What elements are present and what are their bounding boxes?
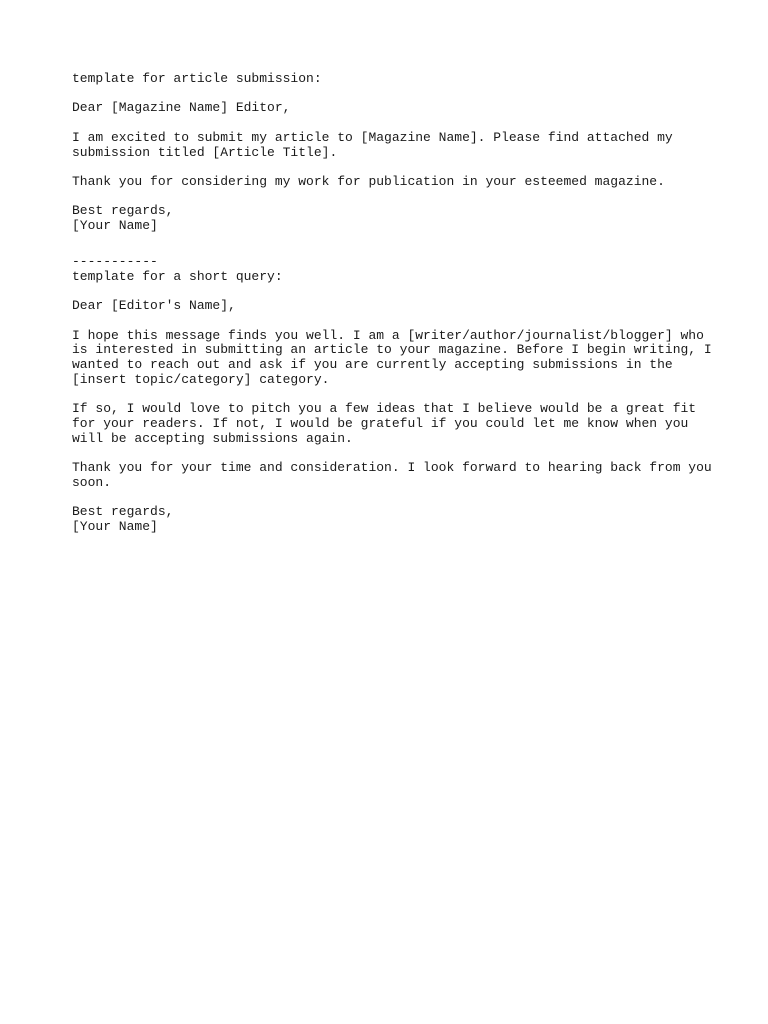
- short-query-template: [72, 255, 712, 535]
- body-line: [insert topic/category] category.: [72, 371, 330, 387]
- section-gap: [72, 234, 712, 255]
- body-line: If so, I would love to pitch you a few ideas that I believe would be a great fit: [72, 401, 697, 417]
- document-page: [72, 72, 712, 535]
- salutation-text: Dear [Magazine Name] Editor,: [72, 100, 291, 116]
- closing-block: [72, 204, 712, 234]
- thanks-line: soon.: [72, 475, 112, 491]
- thanks-line: Thank you for your time and consideration. I look forward to hearing back from you: [72, 460, 712, 476]
- thanks-paragraph: [72, 175, 712, 190]
- signature-text: [Your Name]: [72, 218, 158, 234]
- salutation-text: Dear [Editor's Name],: [72, 298, 236, 314]
- closing-text: Best regards,: [72, 203, 174, 219]
- salutation: [72, 101, 712, 116]
- template-heading: [72, 270, 712, 285]
- salutation: [72, 299, 712, 314]
- body-paragraph: [72, 131, 712, 161]
- article-submission-template: [72, 72, 712, 234]
- body-line: wanted to reach out and ask if you are currently accepting submissions in the: [72, 357, 673, 373]
- body-line: is interested in submitting an article to your magazine. Before I begin writing, I: [72, 342, 712, 358]
- signature-text: [Your Name]: [72, 519, 158, 535]
- body-paragraph: [72, 402, 712, 446]
- heading-text: template for a short query:: [72, 268, 283, 284]
- body-line: for your readers. If not, I would be grateful if you could let me know when you: [72, 416, 689, 432]
- thanks-paragraph: [72, 461, 712, 491]
- closing-text: Best regards,: [72, 504, 174, 520]
- body-line: submission titled [Article Title].: [72, 144, 338, 160]
- template-heading: [72, 72, 712, 87]
- body-line: I am excited to submit my article to [Magazine Name]. Please find attached my: [72, 129, 673, 145]
- closing-block: [72, 505, 712, 535]
- thanks-line: Thank you for considering my work for publication in your esteemed magazine.: [72, 173, 665, 189]
- body-line: I hope this message finds you well. I am a [writer/author/journalist/blogger] who: [72, 327, 704, 343]
- separator-line: -----------: [72, 253, 158, 269]
- heading-text: template for article submission:: [72, 71, 322, 86]
- body-line: will be accepting submissions again.: [72, 430, 353, 446]
- body-paragraph: [72, 329, 712, 388]
